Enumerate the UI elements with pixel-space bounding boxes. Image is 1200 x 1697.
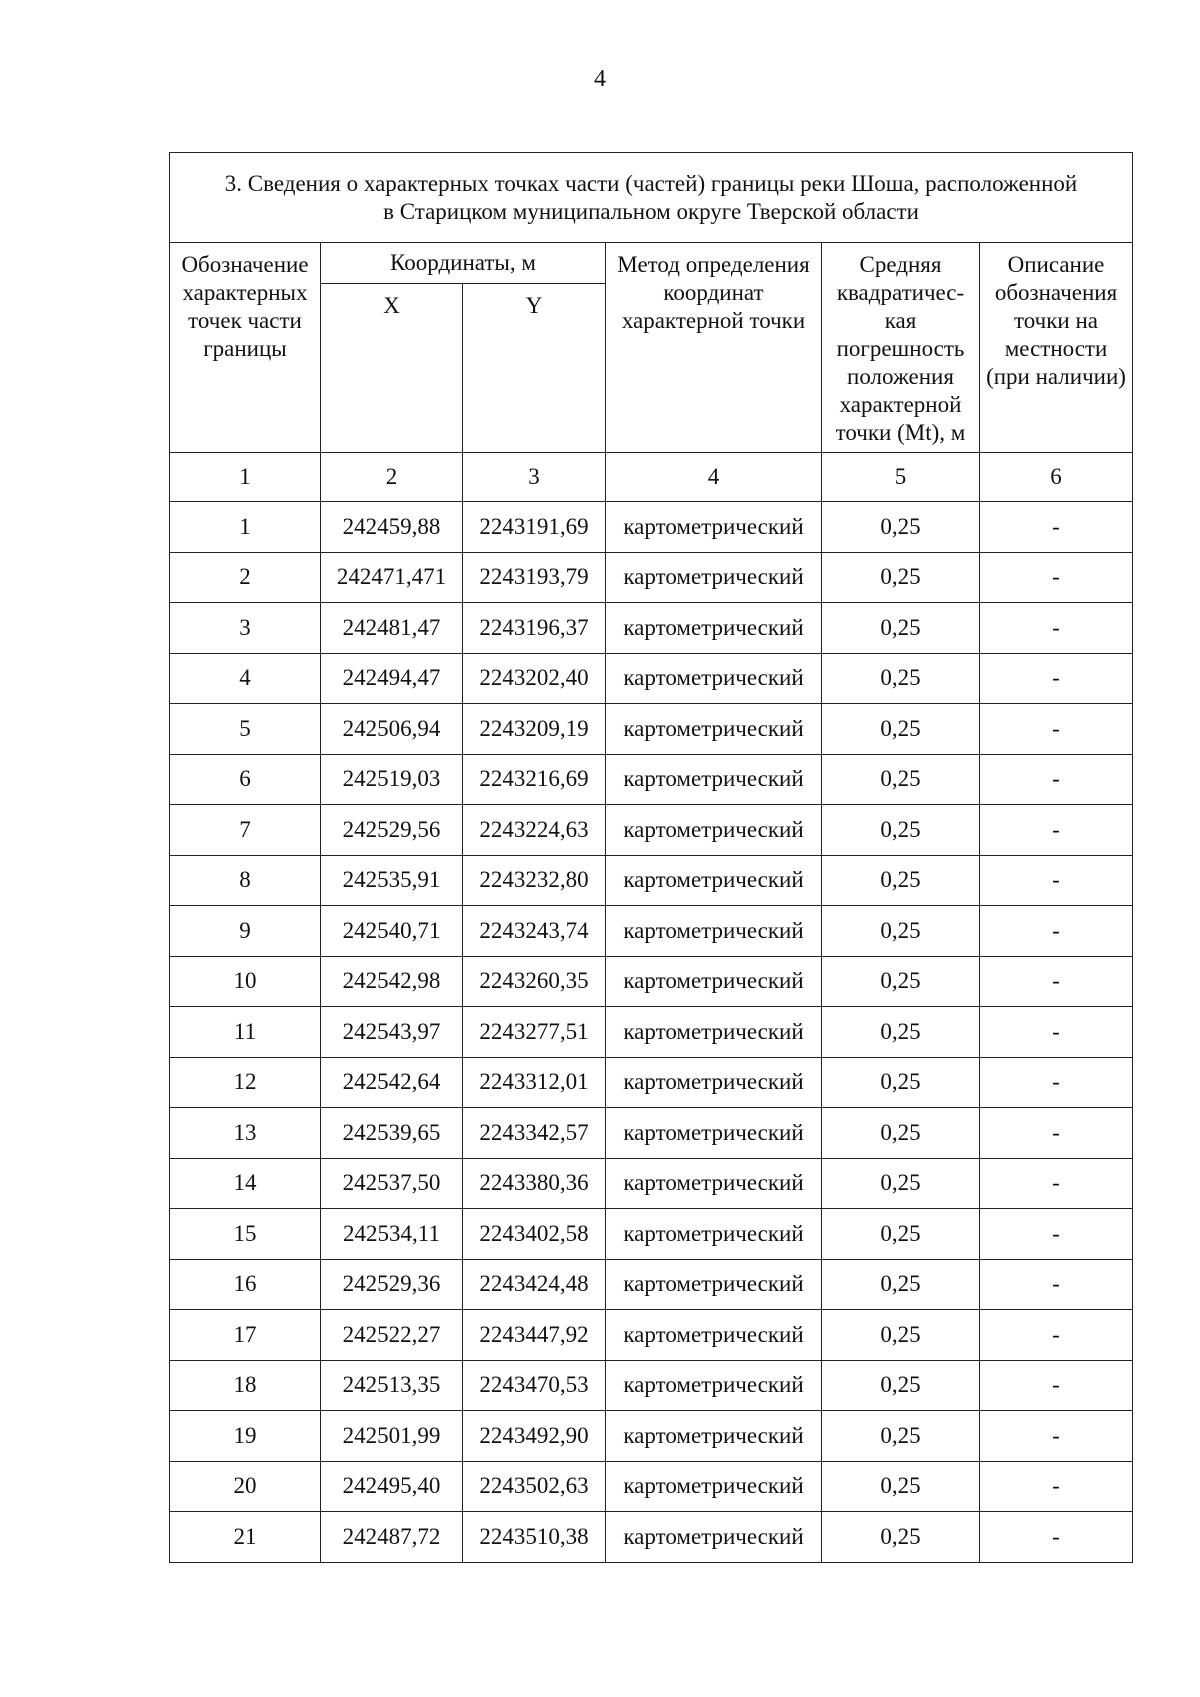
point-number-cell: 7 (170, 805, 321, 856)
page-number: 4 (594, 66, 606, 92)
y-coordinate-cell: 2243216,69 (463, 754, 606, 805)
method-cell: картометрический (606, 603, 822, 654)
table-row (170, 1360, 1133, 1411)
section-title-line1: 3. Сведения о характерных точках части (частей) границы реки Шоша, расположенной (224, 170, 1078, 196)
x-coordinate-cell: 242495,40 (321, 1461, 463, 1512)
section-title (170, 153, 1133, 243)
accuracy-cell: 0,25 (822, 653, 980, 704)
x-coordinate-cell: 242501,99 (321, 1411, 463, 1462)
accuracy-cell: 0,25 (822, 956, 980, 1007)
point-number-cell: 3 (170, 603, 321, 654)
x-coordinate-cell: 242539,65 (321, 1108, 463, 1159)
accuracy-cell: 0,25 (822, 1108, 980, 1159)
description-cell: - (980, 1310, 1133, 1361)
y-coordinate-cell: 2243424,48 (463, 1259, 606, 1310)
accuracy-cell: 0,25 (822, 855, 980, 906)
point-number-cell: 12 (170, 1057, 321, 1108)
y-coordinate-cell: 2243447,92 (463, 1310, 606, 1361)
accuracy-cell: 0,25 (822, 754, 980, 805)
method-cell: картометрический (606, 552, 822, 603)
method-cell: картометрический (606, 1411, 822, 1462)
method-cell: картометрический (606, 1209, 822, 1260)
method-cell: картометрический (606, 704, 822, 755)
x-coordinate-cell: 242529,36 (321, 1259, 463, 1310)
description-cell: - (980, 1007, 1133, 1058)
x-coordinate-cell: 242534,11 (321, 1209, 463, 1260)
description-cell: - (980, 754, 1133, 805)
x-coordinate-cell: 242471,471 (321, 552, 463, 603)
description-cell: - (980, 653, 1133, 704)
header-method: Метод определения координат характерной точки (606, 243, 822, 453)
header-x: X (321, 284, 463, 453)
description-cell: - (980, 1512, 1133, 1563)
method-cell: картометрический (606, 1108, 822, 1159)
description-cell: - (980, 906, 1133, 957)
table-body (170, 502, 1133, 1563)
y-coordinate-cell: 2243342,57 (463, 1108, 606, 1159)
method-cell: картометрический (606, 1259, 822, 1310)
table-row (170, 603, 1133, 654)
table-row (170, 1057, 1133, 1108)
point-number-cell: 2 (170, 552, 321, 603)
description-cell: - (980, 1411, 1133, 1462)
method-cell: картометрический (606, 1461, 822, 1512)
point-number-cell: 13 (170, 1108, 321, 1159)
column-number: 3 (463, 453, 606, 502)
accuracy-cell: 0,25 (822, 1158, 980, 1209)
method-cell: картометрический (606, 653, 822, 704)
accuracy-cell: 0,25 (822, 552, 980, 603)
method-cell: картометрический (606, 754, 822, 805)
column-number: 6 (980, 453, 1133, 502)
description-cell: - (980, 704, 1133, 755)
point-number-cell: 18 (170, 1360, 321, 1411)
table-row (170, 754, 1133, 805)
point-number-cell: 15 (170, 1209, 321, 1260)
x-coordinate-cell: 242513,35 (321, 1360, 463, 1411)
column-number: 2 (321, 453, 463, 502)
description-cell: - (980, 552, 1133, 603)
table-row (170, 1158, 1133, 1209)
point-number-cell: 19 (170, 1411, 321, 1462)
description-cell: - (980, 1360, 1133, 1411)
method-cell: картометрический (606, 1360, 822, 1411)
table-row (170, 1310, 1133, 1361)
y-coordinate-cell: 2243191,69 (463, 502, 606, 553)
x-coordinate-cell: 242543,97 (321, 1007, 463, 1058)
x-coordinate-cell: 242542,98 (321, 956, 463, 1007)
point-number-cell: 20 (170, 1461, 321, 1512)
method-cell: картометрический (606, 855, 822, 906)
method-cell: картометрический (606, 1512, 822, 1563)
method-cell: картометрический (606, 1158, 822, 1209)
accuracy-cell: 0,25 (822, 1209, 980, 1260)
table-row (170, 1411, 1133, 1462)
point-number-cell: 14 (170, 1158, 321, 1209)
description-cell: - (980, 603, 1133, 654)
description-cell: - (980, 1158, 1133, 1209)
table-row (170, 805, 1133, 856)
description-cell: - (980, 1461, 1133, 1512)
point-number-cell: 16 (170, 1259, 321, 1310)
table-header-row (170, 243, 1133, 284)
accuracy-cell: 0,25 (822, 704, 980, 755)
description-cell: - (980, 1057, 1133, 1108)
x-coordinate-cell: 242522,27 (321, 1310, 463, 1361)
accuracy-cell: 0,25 (822, 805, 980, 856)
table-row (170, 906, 1133, 957)
y-coordinate-cell: 2243224,63 (463, 805, 606, 856)
x-coordinate-cell: 242487,72 (321, 1512, 463, 1563)
point-number-cell: 5 (170, 704, 321, 755)
y-coordinate-cell: 2243196,37 (463, 603, 606, 654)
table-row (170, 1209, 1133, 1260)
x-coordinate-cell: 242459,88 (321, 502, 463, 553)
x-coordinate-cell: 242542,64 (321, 1057, 463, 1108)
description-cell: - (980, 1209, 1133, 1260)
y-coordinate-cell: 2243277,51 (463, 1007, 606, 1058)
method-cell: картометрический (606, 906, 822, 957)
section-title-line2: в Старицком муниципальном округе Тверской области (383, 198, 919, 224)
method-cell: картометрический (606, 805, 822, 856)
table-row (170, 1007, 1133, 1058)
description-cell: - (980, 855, 1133, 906)
x-coordinate-cell: 242506,94 (321, 704, 463, 755)
accuracy-cell: 0,25 (822, 1512, 980, 1563)
table-row (170, 1259, 1133, 1310)
description-cell: - (980, 956, 1133, 1007)
y-coordinate-cell: 2243510,38 (463, 1512, 606, 1563)
accuracy-cell: 0,25 (822, 1461, 980, 1512)
point-number-cell: 9 (170, 906, 321, 957)
x-coordinate-cell: 242529,56 (321, 805, 463, 856)
x-coordinate-cell: 242535,91 (321, 855, 463, 906)
header-y: Y (463, 284, 606, 453)
y-coordinate-cell: 2243502,63 (463, 1461, 606, 1512)
x-coordinate-cell: 242537,50 (321, 1158, 463, 1209)
x-coordinate-cell: 242540,71 (321, 906, 463, 957)
y-coordinate-cell: 2243260,35 (463, 956, 606, 1007)
table-row (170, 1461, 1133, 1512)
accuracy-cell: 0,25 (822, 1411, 980, 1462)
boundary-points-table (169, 152, 1133, 1563)
accuracy-cell: 0,25 (822, 1007, 980, 1058)
accuracy-cell: 0,25 (822, 1360, 980, 1411)
x-coordinate-cell: 242494,47 (321, 653, 463, 704)
table-row (170, 956, 1133, 1007)
method-cell: картометрический (606, 1310, 822, 1361)
point-number-cell: 17 (170, 1310, 321, 1361)
y-coordinate-cell: 2243202,40 (463, 653, 606, 704)
header-designation: Обозначение характерных точек части границы (170, 243, 321, 453)
accuracy-cell: 0,25 (822, 1310, 980, 1361)
table-row (170, 1512, 1133, 1563)
table-row (170, 502, 1133, 553)
description-cell: - (980, 805, 1133, 856)
point-number-cell: 21 (170, 1512, 321, 1563)
table-row (170, 855, 1133, 906)
point-number-cell: 8 (170, 855, 321, 906)
point-number-cell: 4 (170, 653, 321, 704)
description-cell: - (980, 1259, 1133, 1310)
table-title-row (170, 153, 1133, 243)
column-number: 1 (170, 453, 321, 502)
header-accuracy: Средняя квадратичес-кая погрешность положения характерной точки (Mt), м (822, 243, 980, 453)
method-cell: картометрический (606, 1007, 822, 1058)
accuracy-cell: 0,25 (822, 1259, 980, 1310)
method-cell: картометрический (606, 502, 822, 553)
accuracy-cell: 0,25 (822, 1057, 980, 1108)
y-coordinate-cell: 2243470,53 (463, 1360, 606, 1411)
header-coordinates: Координаты, м (321, 243, 606, 284)
method-cell: картометрический (606, 956, 822, 1007)
description-cell: - (980, 502, 1133, 553)
description-cell: - (980, 1108, 1133, 1159)
column-number: 5 (822, 453, 980, 502)
y-coordinate-cell: 2243232,80 (463, 855, 606, 906)
accuracy-cell: 0,25 (822, 502, 980, 553)
y-coordinate-cell: 2243402,58 (463, 1209, 606, 1260)
x-coordinate-cell: 242481,47 (321, 603, 463, 654)
point-number-cell: 1 (170, 502, 321, 553)
y-coordinate-cell: 2243209,19 (463, 704, 606, 755)
point-number-cell: 10 (170, 956, 321, 1007)
point-number-cell: 6 (170, 754, 321, 805)
method-cell: картометрический (606, 1057, 822, 1108)
accuracy-cell: 0,25 (822, 603, 980, 654)
y-coordinate-cell: 2243193,79 (463, 552, 606, 603)
y-coordinate-cell: 2243243,74 (463, 906, 606, 957)
accuracy-cell: 0,25 (822, 906, 980, 957)
table-row (170, 552, 1133, 603)
point-number-cell: 11 (170, 1007, 321, 1058)
table-row (170, 653, 1133, 704)
y-coordinate-cell: 2243492,90 (463, 1411, 606, 1462)
y-coordinate-cell: 2243380,36 (463, 1158, 606, 1209)
header-description: Описание обозначения точки на местности (при наличии) (980, 243, 1133, 453)
y-coordinate-cell: 2243312,01 (463, 1057, 606, 1108)
table-row (170, 1108, 1133, 1159)
x-coordinate-cell: 242519,03 (321, 754, 463, 805)
column-number: 4 (606, 453, 822, 502)
table-row (170, 704, 1133, 755)
column-numbers-row (170, 453, 1133, 502)
